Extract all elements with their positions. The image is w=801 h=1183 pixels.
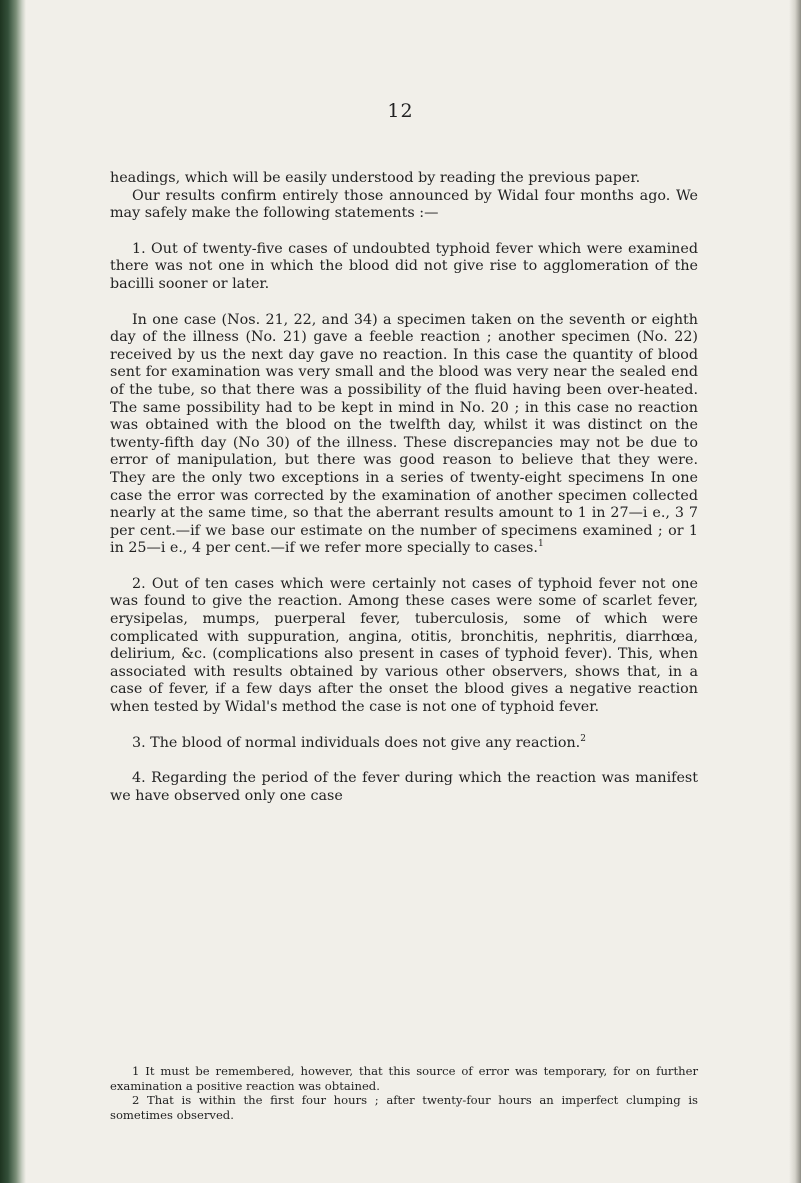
footnotes bbox=[110, 1064, 698, 1122]
paragraph-exceptions-text: In one case (Nos. 21, 22, and 34) a specimen taken on the seventh or eighth day of the illness (No. 21) gave a feeble reaction ; another specimen (No. 22) received by us the next day gave no reaction. In this case the quantity of blood sent for examination was very small and the blood was very near the sealed end of the tube, so that there was a possibility of the fluid having been over-heated. The same possibility had to be kept in mind in No. 20 ; in this case no reaction was obtained with the blood on the twelfth day, whilst it was distinct on the twenty-fifth day (No 30) of the illness. These discrepancies may not be due to error of manipulation, but there was good reason to believe that they were. They are the only two exceptions in a series of twenty-eight specimens In one case the error was corrected by the examination of another specimen collected nearly at the same time, so that the aberrant results amount to 1 in 27—i e., 3 7 per cent.—if we base our estimate on the number of specimens examined ; or 1 in 25—i e., 4 per cent.—if we refer more specially to cases. bbox=[110, 311, 698, 557]
footnote-2: 2 That is within the first four hours ; after twenty-four hours an imperfect clumping is sometimes observed. bbox=[110, 1093, 698, 1122]
footnote-1: 1 It must be remembered, however, that this source of error was temporary, for on further examination a positive reaction was obtained. bbox=[110, 1064, 698, 1093]
scan-edge-left bbox=[0, 0, 26, 1183]
paragraph-statement-2: 2. Out of ten cases which were certainly not cases of typhoid fever not one was found to give the reaction. Among these cases were some of scarlet fever, erysipelas, mumps, puerperal fever, tuberculosis, some of which were complicated with suppuration, angina, otitis, bronchitis, nephritis, diarrhœa, delirium, &c. (complications also present in cases of typhoid fever). This, when associated with results obtained by various other observers, shows that, in a case of fever, if a few days after the onset the blood gives a negative reaction when tested by Widal's method the case is not one of typhoid fever. bbox=[110, 575, 698, 716]
footnote-ref-1: 1 bbox=[537, 539, 544, 550]
paragraph-results: Our results confirm entirely those announced by Widal four months ago. We may safely make the following statements :— bbox=[110, 187, 698, 222]
paragraph-statement-1: 1. Out of twenty-five cases of undoubted typhoid fever which were examined there was not one in which the blood did not give rise to agglomeration of the bacilli sooner or later. bbox=[110, 240, 698, 292]
body-text bbox=[110, 170, 698, 805]
paragraph-exceptions bbox=[110, 312, 698, 558]
paragraph-statement-3-text: 3. The blood of normal individuals does not give any reaction. bbox=[132, 734, 581, 751]
page-number: 12 bbox=[387, 100, 414, 122]
scan-edge-right bbox=[789, 0, 801, 1183]
paragraph-statement-4: 4. Regarding the period of the fever during which the reaction was manifest we have observed only one case bbox=[110, 770, 698, 804]
footnote-ref-2: 2 bbox=[580, 733, 586, 744]
paragraph-statement-3 bbox=[110, 735, 698, 753]
paragraph-continuation: headings, which will be easily understood by reading the previous paper. bbox=[110, 170, 641, 186]
